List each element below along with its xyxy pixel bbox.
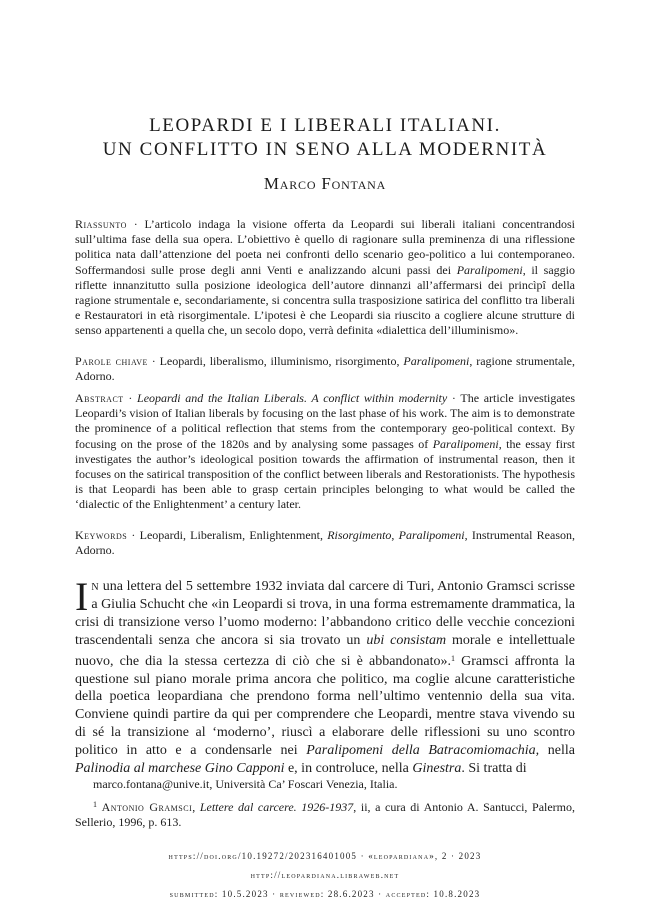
body-text-2: morale e intellettuale nuovo, che dia la stessa certezza di ciò che si è abbandonato». [75, 632, 575, 669]
body-text-1: una lettera del 5 settembre 1932 inviata dal carcere di Turi, Antonio Gramsci scrisse a Giulia Schucht che «in Leopardi si trova, in una forma estremamente drammatica, la crisi di transizione verso l’uomo moderno: l’abbandono critico delle vecchie concezioni trascendentali senza che ancora si sia trovato un [75, 579, 575, 648]
abstract-separator-2: · [447, 391, 461, 405]
keywords-text-continued: , Instrumental Reason, Adorno. [75, 528, 576, 558]
abstract-section [75, 391, 575, 513]
riassunto-separator: · [126, 217, 145, 231]
keywords-italic-paralipomeni: Paralipomeni [398, 528, 465, 542]
abstract-italic-paralipomeni: Paralipomeni [432, 436, 499, 451]
footnote-1 [75, 797, 575, 831]
body-text-4: nella [539, 743, 575, 759]
body-italic-ginestra: Ginestra [412, 761, 462, 777]
riassunto-text: L’articolo indaga la visione offerta da Leopardi sui liberali italiani concentrandosi sull’ultima fase della sua opera. L’obiettivo è quello di ragionare sulla preminenza di una riflessione politica nata dall’attenzione del poeta nei confronti dello scenario geo-politico a lui contemporaneo. Soffermandosi sulle prose degli anni Venti e analizzando alcuni passi dei [75, 217, 576, 277]
body-italic-ubi-consistam: ubi consistam [366, 632, 447, 648]
keywords-text: Leopardi, Liberalism, Enlightenment, [139, 528, 328, 542]
drop-cap: I [75, 574, 89, 619]
author-affiliation-note: marco.fontana@unive.it, Università Ca’ Foscari Venezia, Italia. [93, 777, 398, 791]
keywords-separator: · [127, 528, 140, 542]
footer-doi[interactable]: https://doi.org/10.19272/202316401005 · «leopardiana», 2 · 2023 [168, 851, 482, 861]
footer-dates: submitted: 10.5.2023 · reviewed: 28.6.2023 · accepted: 10.8.2023 [169, 889, 481, 899]
keywords-label: Keywords [75, 528, 128, 542]
parole-label: Parole chiave [75, 354, 148, 368]
abstract-label: Abstract [75, 391, 124, 405]
abstract-separator: · [123, 391, 138, 405]
parole-text-continued: , ragione strumentale, Adorno. [75, 354, 576, 384]
body-italic-batracomiomachia: Paralipomeni della Batracomiomachia, [306, 743, 540, 759]
footnote-1-title: Lettere dal carcere. 1926-1937 [199, 799, 354, 814]
riassunto-italic-paralipomeni: Paralipomeni [456, 262, 523, 277]
body-paragraph [75, 574, 575, 778]
riassunto-label: Riassunto [75, 217, 127, 231]
title-line-2: UN CONFLITTO IN SENO ALLA MODERNITÀ [102, 139, 548, 160]
body-text-5: e, in controluce, nella [284, 761, 413, 777]
footnote-1-separator: , [192, 799, 200, 814]
footnote-1-rest: , ii, a cura di Antonio A. Santucci, Palermo, Sellerio, 1996, p. 613. [75, 799, 576, 829]
body-text-3: Gramsci affronta la questione sul piano morale prima ancora che politico, ma coglie alcune caratteristiche della poetica leopardiana che prendono forma nell’ultimo ventennio della sua vita. Conviene quindi partire da qui per comprendere che Leopardi, mentre stava vivendo su di sé la transizione al ‘moderno’, riuscì a elaborare delle riflessioni su uno scontro politico in atto e a condensarle nei [75, 653, 575, 759]
footnote-1-number: 1 [93, 799, 97, 809]
riassunto-text-continued: , il saggio riflette innanzitutto sulla posizione ideologica dell’autore dinnanzi all’affermarsi dei princìpî della ragione strumentale e, secondariamente, si concentra sulla trasposizione satirica del conflitto tra liberali e Restauratori in età risorgimentale. L’ipotesi è che Leopardi sia riuscito a cogliere alcune strutture di senso appartenenti a quella che, un secolo dopo, verrà definita «dialettica dell’illuminismo». [75, 262, 575, 338]
body-text-6: . Si tratta di [461, 761, 527, 777]
title-line-1: LEOPARDI E I LIBERALI ITALIANI. [149, 115, 501, 136]
keywords-comma: , [391, 528, 399, 542]
footer-url[interactable]: http://leopardiana.libraweb.net [250, 870, 400, 880]
parole-text: Leopardi, liberalismo, illuminismo, risorgimento, [159, 354, 404, 368]
parole-italic-paralipomeni: Paralipomeni [403, 354, 470, 368]
footnotes [75, 777, 575, 831]
footnote-1-author: Antonio Gramsci [101, 799, 193, 814]
lead-in: n [91, 579, 100, 594]
footnote-reference-1[interactable]: 1 [451, 653, 456, 663]
riassunto-section [75, 217, 575, 339]
body-italic-palinodia: Palinodia al marchese Gino Capponi [75, 761, 285, 777]
keywords-italic-risorgimento: Risorgimento [327, 528, 392, 542]
abstract-text-continued: , the essay first investigates the author’s ideological position towards the affirmation of instrumental reason, then it focuses on the satirical transposition of the conflict between liberals and Restorationists. The hypothesis is that Leopardi has been able to grasp certain principles belonging to what would be called the ‘dialectic of the Enlightenment’ a century later. [75, 436, 575, 512]
parole-separator: · [147, 354, 160, 368]
parole-chiave-section [75, 354, 575, 384]
article-title [40, 114, 610, 162]
author-name: Marco Fontana [263, 174, 387, 193]
abstract-english-title: Leopardi and the Italian Liberals. A conflict within modernity [137, 391, 448, 405]
keywords-section [75, 528, 575, 558]
abstract-text: The article investigates Leopardi’s vision of Italian liberals by focusing on the last phase of his work. The aim is to demonstrate the prominence of a political reflection that stems from the contemporary geo-political context. By focusing on the prose of the 1820s and by analysing some passages of [75, 391, 576, 451]
